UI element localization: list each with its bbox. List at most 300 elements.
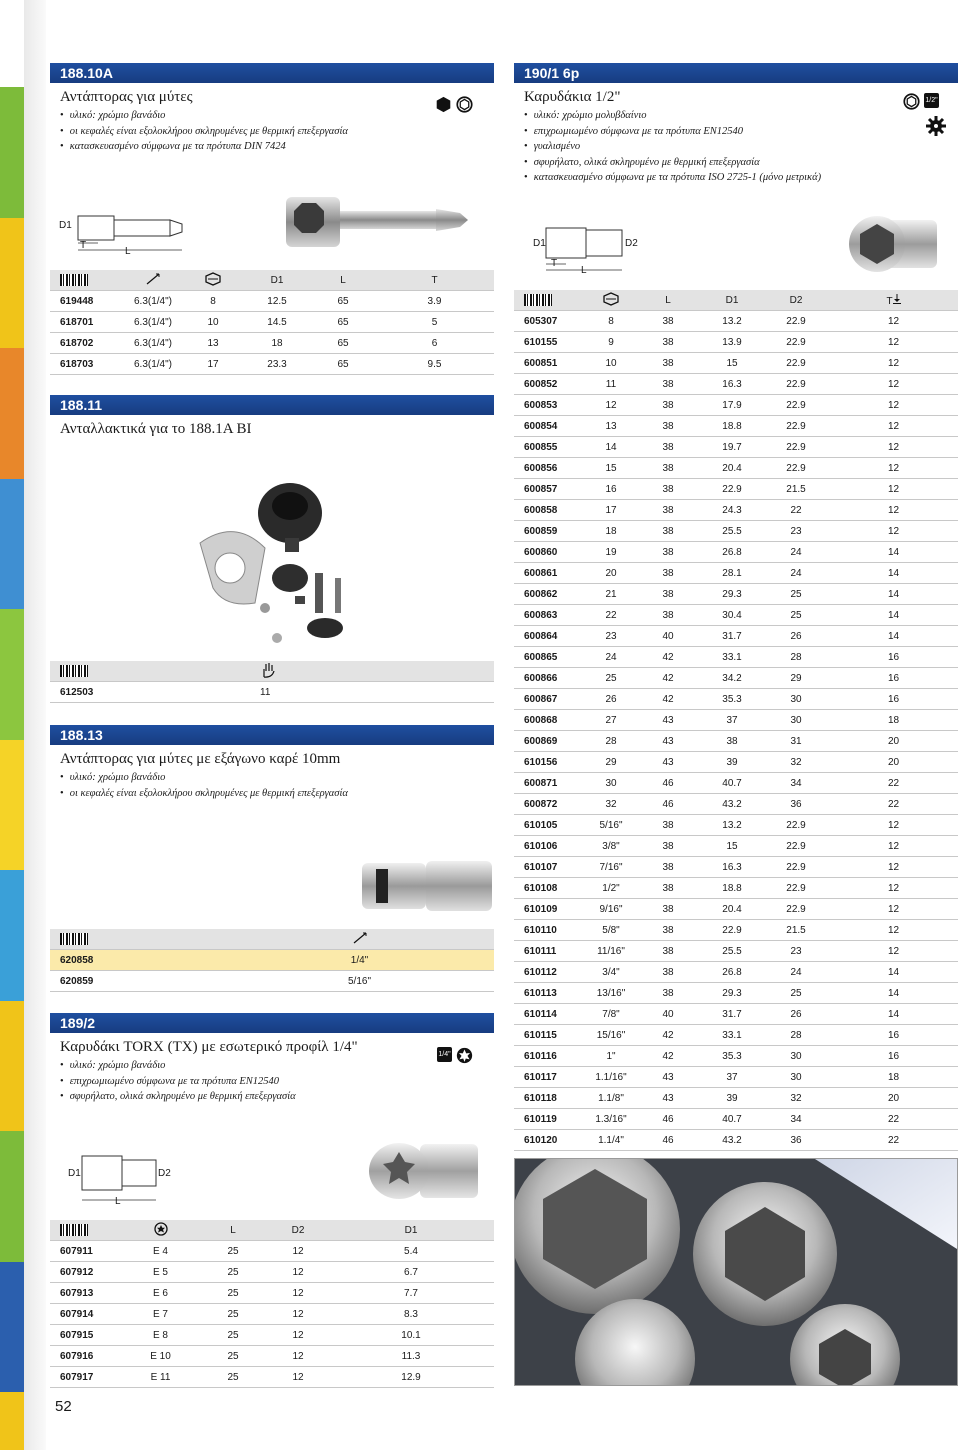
- table-cell: 610107: [514, 857, 587, 878]
- table-cell: 43: [635, 731, 701, 752]
- table-cell: 18.8: [701, 878, 763, 899]
- dim-label: L: [125, 246, 131, 257]
- table-cell: 610109: [514, 899, 587, 920]
- table-cell: 9: [587, 332, 635, 353]
- table-cell: 25: [587, 668, 635, 689]
- section-title: Ανταλλακτικά για το 188.1A BI: [60, 421, 252, 437]
- feature-item: • επιχρωμιωμένο σύμφωνα με τα πρότυπα EN12540: [524, 124, 958, 140]
- table-cell: 14: [829, 605, 958, 626]
- table-cell: 38: [635, 479, 701, 500]
- hand-icon: [260, 662, 276, 678]
- hexagon-outline-icon: [456, 96, 473, 113]
- table-cell: 28: [763, 1025, 829, 1046]
- table-cell: 28: [763, 647, 829, 668]
- table-row: [514, 1004, 958, 1025]
- table-cell: 28.1: [701, 563, 763, 584]
- table-cell: 600860: [514, 542, 587, 563]
- socket-set-photo-frame: [514, 1158, 958, 1386]
- table-cell: 21.5: [763, 479, 829, 500]
- table-cell: 1/2": [587, 878, 635, 899]
- color-tab-stripe: [0, 0, 24, 1450]
- table-row: [514, 815, 958, 836]
- socket-set-photo: [515, 1159, 957, 1385]
- table-cell: 22: [829, 794, 958, 815]
- table-cell: 31.7: [701, 1004, 763, 1025]
- section-188-11: [50, 395, 494, 440]
- table-cell: 12: [829, 899, 958, 920]
- table-cell: 1.3/16": [587, 1109, 635, 1130]
- table-cell: 42: [635, 1046, 701, 1067]
- table-cell: 24: [763, 563, 829, 584]
- table-row: 620858 1/4": [50, 950, 494, 971]
- table-cell: 22.9: [763, 332, 829, 353]
- table-cell: 20: [829, 752, 958, 773]
- table-cell: 600858: [514, 500, 587, 521]
- table-cell: 600857: [514, 479, 587, 500]
- table-cell: 22.9: [763, 836, 829, 857]
- table-cell: 30: [763, 689, 829, 710]
- table-cell: 5/8": [587, 920, 635, 941]
- table-cell: 19: [587, 542, 635, 563]
- table-cell: 42: [635, 689, 701, 710]
- table-row: 618703 6.3(1/4") 17 23.3 65 9.5: [50, 354, 494, 375]
- table-cell: 21.5: [763, 920, 829, 941]
- table-row: 618701 6.3(1/4") 10 14.5 65 5: [50, 312, 494, 333]
- dim-label: T: [551, 258, 558, 269]
- table-cell: 610155: [514, 332, 587, 353]
- table-cell: 40.7: [701, 773, 763, 794]
- table-cell: 10: [587, 353, 635, 374]
- table-cell: 38: [635, 857, 701, 878]
- table-row: [514, 479, 958, 500]
- torx-profile-icon: [154, 1222, 168, 1236]
- table-cell: 600863: [514, 605, 587, 626]
- table-cell: 15: [587, 458, 635, 479]
- table-cell: 16: [829, 668, 958, 689]
- table-cell: 38: [635, 311, 701, 332]
- table-row: [514, 689, 958, 710]
- table-row: [514, 710, 958, 731]
- table-cell: 13/16": [587, 983, 635, 1004]
- feature-list: [50, 108, 494, 155]
- table-cell: 34.2: [701, 668, 763, 689]
- table-cell: 22: [587, 605, 635, 626]
- table-row: [514, 941, 958, 962]
- spec-table-188-13: [50, 929, 494, 992]
- table-cell: 11/16": [587, 941, 635, 962]
- table-cell: 43: [635, 1067, 701, 1088]
- table-cell: 22: [829, 1109, 958, 1130]
- spec-icons: [437, 1047, 473, 1064]
- table-row: [514, 878, 958, 899]
- table-cell: 12: [829, 815, 958, 836]
- section-190-1-6p: [514, 63, 958, 186]
- table-row: [514, 647, 958, 668]
- column-header: D1: [243, 270, 311, 291]
- section-title: Αντάπτορας για μύτες: [60, 89, 193, 105]
- feature-item: • υλικό: χρώμιο βανάδιο: [60, 770, 494, 786]
- table-cell: 30: [587, 773, 635, 794]
- table-cell: 30.4: [701, 605, 763, 626]
- section-code: 188.11: [50, 395, 494, 415]
- table-cell: 610114: [514, 1004, 587, 1025]
- table-row: [514, 752, 958, 773]
- table-row: [514, 1046, 958, 1067]
- table-cell: 38: [635, 815, 701, 836]
- table-cell: 12: [829, 521, 958, 542]
- table-cell: 13.2: [701, 311, 763, 332]
- table-cell: 610120: [514, 1130, 587, 1151]
- table-row: 618702 6.3(1/4") 13 18 65 6: [50, 333, 494, 354]
- barcode-icon: [60, 933, 88, 945]
- table-cell: 23: [763, 521, 829, 542]
- table-cell: 37: [701, 1067, 763, 1088]
- table-cell: 14: [587, 437, 635, 458]
- table-cell: 30: [763, 710, 829, 731]
- table-cell: 22.9: [763, 437, 829, 458]
- table-cell: 12: [829, 395, 958, 416]
- hexagon-outline-icon: [903, 93, 920, 110]
- barcode-icon: [60, 274, 88, 286]
- table-cell: 600852: [514, 374, 587, 395]
- section-title: Καρυδάκια 1/2": [524, 89, 621, 105]
- table-cell: 600851: [514, 353, 587, 374]
- table-cell: 38: [635, 458, 701, 479]
- table-cell: 3/4": [587, 962, 635, 983]
- table-cell: 610106: [514, 836, 587, 857]
- table-cell: 43.2: [701, 1130, 763, 1151]
- table-cell: 14: [829, 626, 958, 647]
- socket-photo: [845, 212, 940, 276]
- spec-table-190-1-6p: [514, 290, 958, 1151]
- table-cell: 16: [829, 689, 958, 710]
- table-cell: 36: [763, 794, 829, 815]
- table-cell: 600866: [514, 668, 587, 689]
- table-cell: 38: [635, 605, 701, 626]
- spec-table-188-10a: [50, 270, 494, 375]
- table-cell: 20: [829, 1088, 958, 1109]
- column-header: L: [198, 1220, 268, 1241]
- table-cell: 30: [763, 1046, 829, 1067]
- table-cell: 22.9: [763, 374, 829, 395]
- table-row: [514, 1088, 958, 1109]
- table-cell: 16: [587, 479, 635, 500]
- feature-item: • γυαλισμένο: [524, 139, 958, 155]
- table-cell: 13: [587, 416, 635, 437]
- table-row: 607911 E 4 25 12 5.4: [50, 1241, 494, 1262]
- spec-icons: [435, 96, 473, 113]
- table-cell: 7/8": [587, 1004, 635, 1025]
- table-cell: 23: [587, 626, 635, 647]
- table-cell: 610118: [514, 1088, 587, 1109]
- hex-size-icon: [205, 272, 221, 286]
- table-row: [514, 458, 958, 479]
- table-cell: 22: [829, 1130, 958, 1151]
- column-header: D1: [701, 290, 763, 311]
- table-cell: 3/8": [587, 836, 635, 857]
- table-cell: 38: [635, 563, 701, 584]
- table-cell: 1": [587, 1046, 635, 1067]
- table-cell: 39: [701, 752, 763, 773]
- table-header: [50, 1220, 494, 1241]
- table-cell: 20.4: [701, 899, 763, 920]
- table-cell: 13.9: [701, 332, 763, 353]
- table-cell: 38: [635, 395, 701, 416]
- table-cell: 32: [763, 1088, 829, 1109]
- table-row: 607912 E 5 25 12 6.7: [50, 1262, 494, 1283]
- table-row: [514, 584, 958, 605]
- feature-item: • κατασκευασμένο σύμφωνα με τα πρότυπα ISO 2725-1 (μόνο μετρικά): [524, 170, 958, 186]
- spare-parts-photo: [195, 478, 365, 648]
- table-cell: 46: [635, 1130, 701, 1151]
- table-cell: 12: [587, 395, 635, 416]
- table-cell: 43: [635, 1088, 701, 1109]
- torx-socket-photo: [365, 1140, 480, 1202]
- table-cell: 32: [763, 752, 829, 773]
- table-row: [514, 1130, 958, 1151]
- table-row: 607916 E 10 25 12 11.3: [50, 1346, 494, 1367]
- drive-size-badge: 1/4": [437, 1047, 452, 1062]
- length-arrow-icon: [353, 932, 367, 944]
- table-cell: 40: [635, 1004, 701, 1025]
- dim-label: D2: [158, 1168, 171, 1179]
- table-row: [514, 920, 958, 941]
- table-cell: 26: [587, 689, 635, 710]
- table-cell: 610111: [514, 941, 587, 962]
- table-cell: 46: [635, 1109, 701, 1130]
- table-cell: 15: [701, 836, 763, 857]
- section-189-2: [50, 1013, 494, 1105]
- feature-item: • υλικό: χρώμιο βανάδιο: [60, 108, 494, 124]
- table-row: [514, 899, 958, 920]
- table-cell: 600856: [514, 458, 587, 479]
- table-header: [50, 661, 494, 682]
- table-row: [514, 731, 958, 752]
- table-cell: 27: [587, 710, 635, 731]
- table-cell: 26.8: [701, 542, 763, 563]
- depth-icon: [893, 294, 901, 304]
- table-cell: 1.1/8": [587, 1088, 635, 1109]
- table-cell: 17.9: [701, 395, 763, 416]
- table-cell: 600868: [514, 710, 587, 731]
- table-cell: 38: [635, 920, 701, 941]
- table-cell: 20: [587, 563, 635, 584]
- table-row: [514, 374, 958, 395]
- table-cell: 18: [829, 710, 958, 731]
- table-cell: 610116: [514, 1046, 587, 1067]
- feature-item: • κατασκευασμένο σύμφωνα με τα πρότυπα DIN 7424: [60, 139, 494, 155]
- table-cell: 610112: [514, 962, 587, 983]
- section-code: 190/1 6p: [514, 63, 958, 83]
- table-cell: 38: [635, 542, 701, 563]
- table-cell: 26.8: [701, 962, 763, 983]
- feature-list: [50, 1058, 494, 1105]
- table-cell: 20: [829, 731, 958, 752]
- table-cell: 12: [829, 878, 958, 899]
- table-cell: 26: [763, 1004, 829, 1025]
- table-cell: 5/16": [587, 815, 635, 836]
- gear-icon: [925, 115, 947, 137]
- table-cell: 25: [763, 605, 829, 626]
- table-cell: 600861: [514, 563, 587, 584]
- table-cell: 18: [587, 521, 635, 542]
- table-cell: 38: [635, 836, 701, 857]
- table-cell: 600867: [514, 689, 587, 710]
- table-cell: 18.8: [701, 416, 763, 437]
- table-cell: 29.3: [701, 584, 763, 605]
- table-cell: 35.3: [701, 1046, 763, 1067]
- table-cell: 40: [635, 626, 701, 647]
- table-cell: 33.1: [701, 647, 763, 668]
- feature-list: [50, 770, 494, 801]
- table-cell: 25: [763, 983, 829, 1004]
- table-cell: 600865: [514, 647, 587, 668]
- table-row: [514, 521, 958, 542]
- table-cell: 22: [763, 500, 829, 521]
- barcode-icon: [60, 665, 88, 677]
- table-cell: 38: [635, 353, 701, 374]
- table-cell: 46: [635, 794, 701, 815]
- table-header: [50, 270, 494, 291]
- length-arrow-icon: [146, 273, 160, 285]
- table-row: [514, 773, 958, 794]
- table-cell: 600862: [514, 584, 587, 605]
- table-cell: 20.4: [701, 458, 763, 479]
- table-cell: 14: [829, 1004, 958, 1025]
- table-cell: 14: [829, 542, 958, 563]
- table-cell: 7/16": [587, 857, 635, 878]
- table-row: 619448 6.3(1/4") 8 12.5 65 3.9: [50, 291, 494, 312]
- column-header: L: [635, 290, 701, 311]
- dim-label: L: [581, 265, 587, 276]
- table-cell: 42: [635, 1025, 701, 1046]
- table-cell: 19.7: [701, 437, 763, 458]
- table-cell: 12: [829, 920, 958, 941]
- feature-item: • επιχρωμιωμένο σύμφωνα με τα πρότυπα EN12540: [60, 1074, 494, 1090]
- table-cell: 16: [829, 1046, 958, 1067]
- table-cell: 38: [635, 332, 701, 353]
- table-cell: 22.9: [763, 458, 829, 479]
- dim-label: D1: [533, 238, 546, 249]
- table-row: [514, 500, 958, 521]
- table-row: [514, 437, 958, 458]
- table-cell: 600871: [514, 773, 587, 794]
- page-gutter: [24, 0, 46, 1450]
- table-cell: 610115: [514, 1025, 587, 1046]
- table-row: [514, 311, 958, 332]
- table-cell: 16.3: [701, 857, 763, 878]
- column-header: D2: [763, 290, 829, 311]
- table-header: [50, 929, 494, 950]
- table-row: [514, 983, 958, 1004]
- table-cell: 600869: [514, 731, 587, 752]
- table-cell: 610117: [514, 1067, 587, 1088]
- hexagon-filled-icon: [435, 96, 452, 113]
- spec-table-189-2: [50, 1220, 494, 1388]
- table-cell: 30: [763, 1067, 829, 1088]
- table-cell: 12: [829, 374, 958, 395]
- table-row: [514, 836, 958, 857]
- table-cell: 600859: [514, 521, 587, 542]
- table-cell: 39: [701, 1088, 763, 1109]
- section-code: 188.10A: [50, 63, 494, 83]
- table-cell: 610113: [514, 983, 587, 1004]
- feature-item: • υλικό: χρώμιο μολυβδαίνιο: [524, 108, 958, 124]
- page-number: 52: [55, 1398, 72, 1415]
- column-header: T: [886, 295, 893, 307]
- table-cell: 22.9: [763, 353, 829, 374]
- table-row: [514, 563, 958, 584]
- table-cell: 1.1/4": [587, 1130, 635, 1151]
- table-cell: 600854: [514, 416, 587, 437]
- table-cell: 38: [635, 416, 701, 437]
- dim-label: D1: [59, 220, 72, 231]
- table-cell: 610110: [514, 920, 587, 941]
- table-row: [514, 605, 958, 626]
- table-cell: 13.2: [701, 815, 763, 836]
- table-row: [514, 542, 958, 563]
- table-cell: 22.9: [763, 899, 829, 920]
- table-cell: 610105: [514, 815, 587, 836]
- column-header: L: [311, 270, 375, 291]
- table-cell: 12: [829, 857, 958, 878]
- table-cell: 12: [829, 458, 958, 479]
- table-cell: 600855: [514, 437, 587, 458]
- table-cell: 38: [635, 899, 701, 920]
- table-cell: 22.9: [763, 815, 829, 836]
- column-header: T: [375, 270, 494, 291]
- table-row: [514, 1067, 958, 1088]
- table-cell: 24.3: [701, 500, 763, 521]
- table-cell: 24: [587, 647, 635, 668]
- table-cell: 22.9: [763, 395, 829, 416]
- table-row: [514, 626, 958, 647]
- table-row: [514, 332, 958, 353]
- table-cell: 42: [635, 647, 701, 668]
- section-188-10a: [50, 63, 494, 155]
- feature-item: • οι κεφαλές είναι εξολοκλήρου σκληρυμένες με θερμική επεξεργασία: [60, 786, 494, 802]
- table-cell: 610156: [514, 752, 587, 773]
- table-cell: 31.7: [701, 626, 763, 647]
- table-row: [514, 353, 958, 374]
- table-cell: 16: [829, 647, 958, 668]
- section-code: 188.13: [50, 725, 494, 745]
- table-cell: 29.3: [701, 983, 763, 1004]
- barcode-icon: [524, 294, 552, 306]
- feature-list: [514, 108, 958, 186]
- dim-label: L: [115, 1196, 121, 1207]
- table-cell: 610119: [514, 1109, 587, 1130]
- table-cell: 38: [635, 437, 701, 458]
- table-cell: 14: [829, 563, 958, 584]
- section-188-13: [50, 725, 494, 801]
- table-cell: 22.9: [763, 311, 829, 332]
- table-row: 607914 E 7 25 12 8.3: [50, 1304, 494, 1325]
- bit-adapter-photo: [280, 193, 475, 251]
- spec-table-188-11: [50, 661, 494, 703]
- table-cell: 38: [635, 521, 701, 542]
- section-title: Αντάπτορας για μύτες με εξάγωνο καρέ 10mm: [60, 751, 341, 767]
- table-cell: 38: [635, 962, 701, 983]
- table-cell: 28: [587, 731, 635, 752]
- torx-star-icon: [456, 1047, 473, 1064]
- table-row: [514, 962, 958, 983]
- table-body: [514, 311, 958, 1151]
- table-row: 607917 E 11 25 12 12.9: [50, 1367, 494, 1388]
- table-cell: 38: [635, 941, 701, 962]
- table-cell: 22.9: [763, 878, 829, 899]
- table-cell: 33.1: [701, 1025, 763, 1046]
